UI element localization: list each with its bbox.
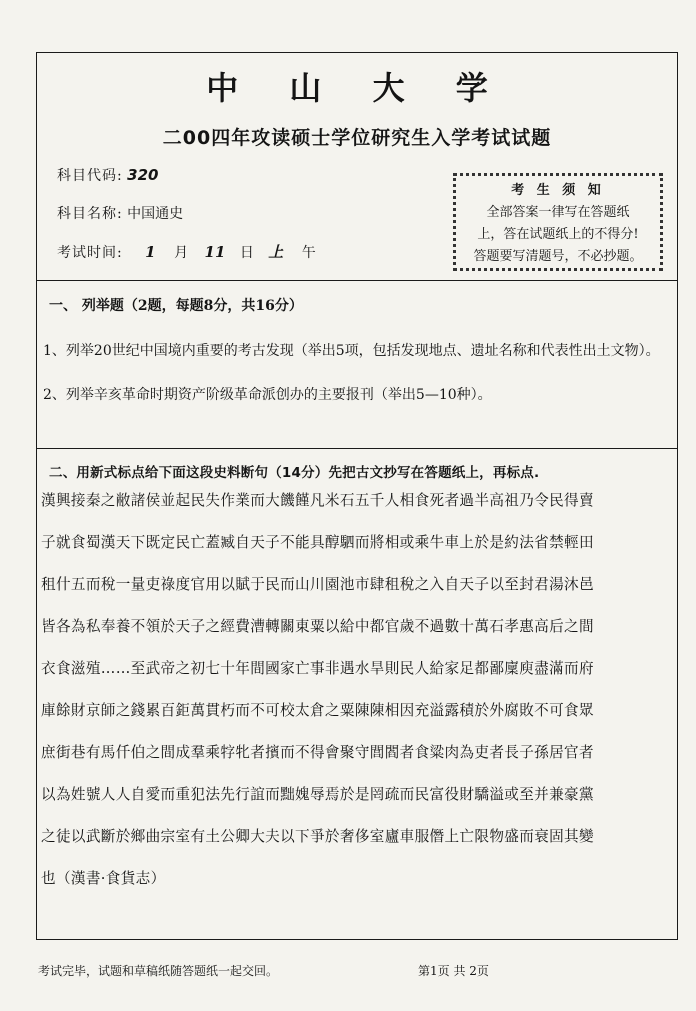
passage-line-7: 庶街巷有馬仟伯之間成羣乘牸牝者擯而不得會聚守閭閻者食粱肉為吏者長子孫居官者 (41, 744, 594, 761)
passage-line-9: 之徒以武斷於鄉曲宗室有土公卿大夫以下爭於奢侈室廬車服僭上亡限物盛而衰固其變 (41, 828, 594, 845)
passage-line-2: 子就食蜀漢天下既定民亡蓋臧自天子不能具醇駟而將相或乘牛車上於是約法省禁輕田 (41, 534, 594, 551)
footer-note: 考试完毕，试题和草稿纸随答题纸一起交回。 (38, 964, 279, 978)
exam-month-value: 1 (145, 243, 156, 261)
passage-line-8: 以為姓號人人自愛而重犯法先行誼而黜媿辱焉於是罔疏而民富役財驕溢或至并兼豪黨 (41, 786, 594, 803)
exam-time-label: 考试时间: (57, 245, 123, 261)
notice-line-1: 全部答案一律写在答题纸 (486, 205, 630, 220)
examinee-notice-box (453, 173, 663, 271)
passage-line-5: 衣食滋殖……至武帝之初七十年間國家亡事非遇水旱則民人給家足都鄙廩庾盡滿而府 (41, 660, 594, 677)
subject-name-label: 科目名称: (57, 206, 123, 222)
notice-line-2: 上，答在试题纸上的不得分! (477, 227, 639, 242)
exam-header (37, 53, 677, 281)
passage-line-10: 也（漢書·食貨志） (41, 870, 166, 887)
section-2-title: 二、用新式标点给下面这段史料断句（14分）先把古文抄写在答题纸上，再标点. (49, 465, 540, 481)
question-1: 1、列举20世纪中国境内重要的考古发现（举出5项，包括发现地点、遗址名称和代表性出土文物）。 (43, 343, 660, 359)
section-punctuation-question (37, 449, 677, 939)
passage-line-3: 租什五而稅一量吏祿度官用以賦于民而山川園池市肆租稅之入自天子以至封君湯沐邑 (41, 576, 594, 593)
exam-paper-frame (36, 52, 678, 940)
passage-line-6: 庫餘財京師之錢累百鉅萬貫朽而不可校太倉之粟陳陳相因充溢露積於外腐敗不可食眾 (41, 702, 594, 719)
exam-title: 二00四年攻读硕士学位研究生入学考试试题 (162, 127, 552, 149)
exam-day-value: 11 (204, 243, 226, 261)
subject-name-value: 中国通史 (127, 206, 184, 222)
page-number: 第1页 共 2页 (418, 964, 489, 978)
period-label: 午 (301, 245, 316, 261)
month-label: 月 (174, 245, 189, 261)
subject-name-row (57, 203, 183, 223)
exam-time-row (57, 241, 316, 262)
university-name: 中 山 大 学 (206, 69, 508, 107)
section-listing-questions (37, 281, 677, 449)
subject-code-label: 科目代码: (57, 168, 123, 184)
passage-line-4: 皆各為私奉養不領於天子之經費漕轉關東粟以給中都官歲不過數十萬石孝惠高后之間 (41, 618, 594, 635)
subject-code-row (57, 165, 158, 185)
notice-line-3: 答题要写清题号，不必抄题。 (473, 249, 643, 264)
day-label: 日 (239, 245, 254, 261)
question-2: 2、列举辛亥革命时期资产阶级革命派创办的主要报刊（举出5—10种）。 (43, 387, 492, 403)
notice-title: 考 生 须 知 (511, 183, 605, 198)
exam-period-value: 上 (268, 243, 284, 261)
section-1-title: 一、 列举题（2题，每题8分，共16分） (49, 298, 303, 314)
passage-line-1: 漢興接秦之敝諸侯並起民失作業而大饑饉凡米石五千人相食死者過半高祖乃令民得賣 (41, 492, 594, 509)
subject-code-value: 320 (127, 166, 159, 184)
